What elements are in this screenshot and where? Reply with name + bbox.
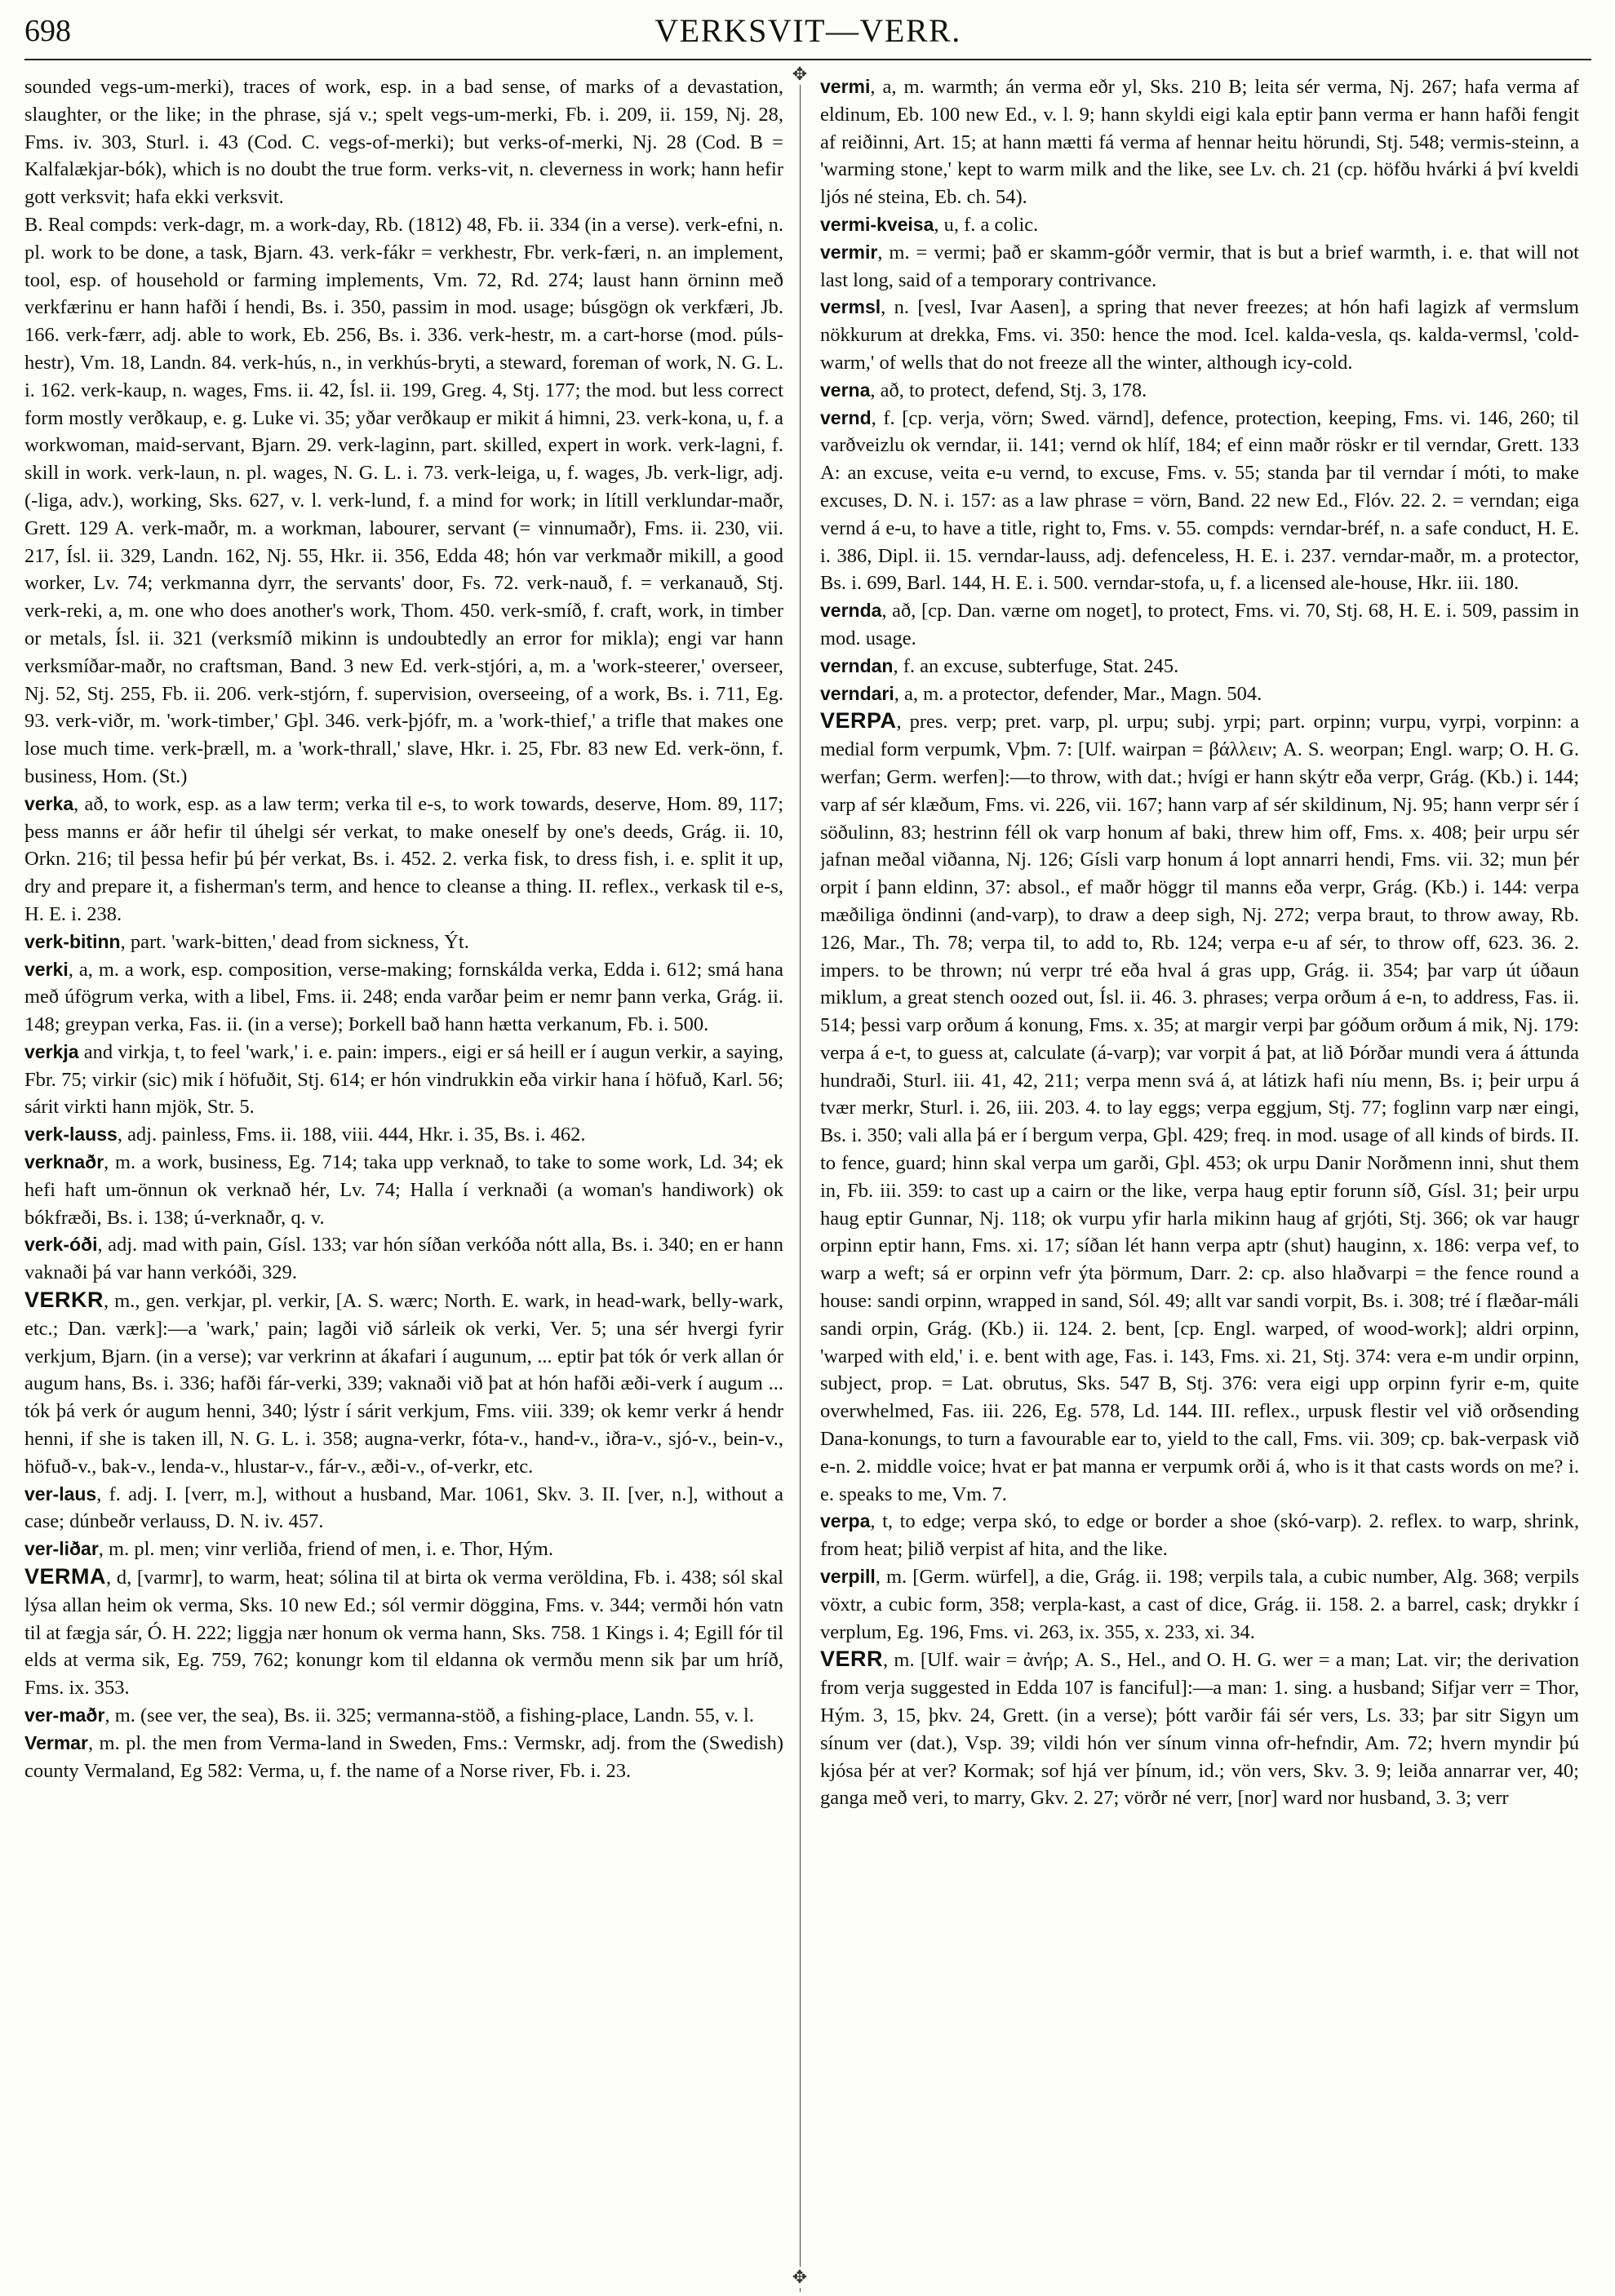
entry-text: , a, m. warmth; án verma eðr yl, Sks. 210 B; leita sér verma, Nj. 267; hafa verma af eldinum, Eb. 100 new Ed., v. l. 9; hann skyldi eigi kala eptir þann verma er hann hafði fengit af reiðinni, Art. 15; at hann mætti fá verma af hennar heitu hörundi, Stj. 548; vermis-steinn, a 'warming stone,' kept to warm milk and the like, see Lv. ch. 21 (cp. höfðu hvárki á því kveldi ljós né steina, Eb. ch. 54). — [820, 76, 1579, 209]
entry-text: B. Real compds: verk-dagr, m. a work-day, Rb. (1812) 48, Fb. ii. 334 (in a verse). verk-efni, n. pl. work to be done, a task, Bjarn. 43. verk-fákr = verkhestr, Fbr. verk-færi, n. an implement, tool, esp. of household or farming implements, Vm. 72, Rd. 274; laust hann örninn með verkfærinu er hann hafði í hendi, Bs. i. 350, passim in mod. usage; búsgögn ok verkfæri, Jb. 166. verk-færr, adj. able to work, Eb. 256, Bs. i. 336. verk-hestr, m. a cart-horse (mod. púls-hestr), Vm. 18, Landn. 84. verk-hús, n., in verkhús-bryti, a steward, foreman of work, N. G. L. i. 162. verk-kaup, n. wages, Fms. ii. 42, Ísl. ii. 199, Greg. 4, Stj. 177; the mod. but less correct form mostly verðkaup, e. g. Luke vi. 35; yðar verðkaup er mikit á himni, 23. verk-kona, u, f. a workwoman, maid-servant, Bjarn. 29. verk-laginn, part. skilled, expert in work. verk-lagni, f. skill in work. verk-laun, n. pl. wages, N. G. L. i. 73. verk-leiga, u, f. wages, Jb. verk-ligr, adj. (-liga, adv.), working, Sks. 627, v. l. verk-lund, f. a mind for work; in lítill verklundar-maðr, Grett. 129 A. verk-maðr, m. a workman, labourer, servant (= vinnumaðr), Fms. ii. 230, vii. 217, Ísl. ii. 329, Landn. 162, Nj. 55, Hkr. ii. 356, Edda 48; hón var verkmaðr mikill, a good worker, Lv. 74; verkmanna dyrr, the servants' door, Fs. 72. verk-nauð, f. = verkanauð, Stj. verk-reki, a, m. one who does another's work, Thom. 450. verk-smíð, f. craft, work, in timber or metals, Ísl. ii. 321 (verksmíð mikinn is undoubtedly an error for mikla); engi var hann verksmíðar-maðr, no craftsman, Band. 3 new Ed. verk-stjóri, a, m. a 'work-steerer,' overseer, Nj. 52, Stj. 255, Fb. ii. 206. verk-stjórn, f. supervision, overseeing, of a work, Bs. i. 711, Eg. 93. verk-viðr, m. 'work-timber,' Gþl. 346. verk-þjófr, m. a 'work-thief,' a trifle that makes one lose much time. verk-þræll, m. a 'work-thrall,' slave, Hkr. i. 25, Fbr. 83 new Ed. verk-önn, f. business, Hom. (St.) — [24, 213, 783, 787]
dictionary-entry — [820, 73, 1579, 211]
dictionary-entry — [820, 707, 1579, 1508]
entry-text: and virkja, t, to feel 'wark,' i. e. pain: impers., eigi er sá heill er í augun verkir, a saying, Fbr. 75; virkir (sic) mik í höfuðit, Stj. 614; er hón vindrukkin eða virkir hana í höfuð, Karl. 56; sárit virkti hann mjök, Str. 5. — [24, 1040, 783, 1119]
dictionary-entry — [24, 956, 783, 1039]
entry-text: , f. adj. I. [verr, m.], without a husband, Mar. 1061, Skv. 3. II. [ver, n.], without a case; dúnbeðr verlauss, D. N. iv. 457. — [24, 1483, 783, 1533]
entry-text: , adj. painless, Fms. ii. 188, viii. 444, Hkr. i. 35, Bs. i. 462. — [117, 1124, 586, 1146]
entry-headword: verki — [24, 958, 69, 980]
entry-text: , að, to protect, defend, Stj. 3, 178. — [870, 379, 1147, 401]
entry-headword: VERKR — [24, 1288, 104, 1313]
entry-text: , m. pl. men; vinr verliða, friend of men, i. e. Thor, Hým. — [98, 1538, 553, 1561]
dictionary-entry — [820, 1563, 1579, 1646]
entry-headword: verna — [820, 379, 871, 401]
entry-text: sounded vegs-um-merki), traces of work, esp. in a bad sense, of marks of a devastation, slaughter, or the like; in the phrase, sjá v.; spelt vegs-um-merki, Fb. i. 209, ii. 159, Nj. 28, Fms. iv. 303, Sturl. i. 43 (Cod. C. vegs-of-merki); but verks-of-merki, Nj. 28 (Cod. B = Kalfalækjar-bók), which is no doubt the true form. verks-vit, n. cleverness in work; hann hefir gott verksvit; hafa ekki verksvit. — [24, 76, 783, 209]
entry-text: , d, [varmr], to warm, heat; sólina til at birta ok verma veröldina, Fb. i. 438; sól skal lýsa allan heim ok verma, Sks. 10 new Ed.; sól vermir dögginа, Fms. v. 344; vermði hón vatn til at fægja sár, Ó. H. 222; liggja nær honum ok verma hann, Sks. 758. 1 Kings i. 4; Egill fór til elds at verma sik, Eg. 759, 762; konungr kom til eldanna ok vermðu menn sik þar um hríð, Fms. ix. 353. — [24, 1567, 783, 1700]
left-column — [24, 73, 783, 2285]
entry-headword: vermi-kveisa — [820, 213, 934, 235]
dictionary-entry — [24, 929, 783, 956]
entry-headword: verkja — [24, 1040, 79, 1062]
page-number: 698 — [24, 14, 71, 48]
entry-text: , a, m. a work, esp. composition, verse-making; fornskálda verka, Edda i. 612; smá hana með úfögrum verka, with a libel, Fms. ii. 248; enda varðar þeim er nemr þann verka, Grág. ii. 148; greypan verka, Fas. ii. (in a verse); Þorkell bað hann hætta verkanum, Fb. i. 500. — [24, 958, 783, 1036]
entry-text: , pres. verp; pret. varp, pl. urpu; subj. yrpi; part. orpinn; vurpu, vyrpi, vorpinn: a medial form verpumk, Vþm. 7: [Ulf. wairpan = βάλλειν; A. S. weorpan; Engl. warp; O. H. G. werfan; Germ. werfen]:—to throw, with dat.; hvígi er hann skýtr eða verpr, Grág. (Kb.) i. 144; varp af sér klæðum, Fms. vi. 226, vii. 167; hann varp af sér skildinum, Nj. 95; hann verpr sér í söðulinn, 83; hestrinn féll ok varp honum af baki, threw him off, Fms. x. 408; þeir urpu sér jafnan meðal viðanna, Nj. 126; Gísli varp honum á lopt annarri hendi, Fms. vii. 32; mun þér orpit í þann eldinn, 37: absol., ef maðr höggr til manns eða verpr, Grág. (Kb.) i. 144: verpa mæðiliga öndinni (and-varp), to draw a deep sigh, Nj. 272; verpa braut, to throw away, Rb. 126, Mar., Th. 78; verpa til, to add to, Rb. 124; verpa e-u af sér, to throw off, 623. 36. 2. impers. to be thrown; nú verpr tré eða hval á gras upp, Grág. ii. 354; þar varp út úðaun miklum, a great stench oozed out, Ísl. ii. 46. 3. phrases; verpa orðum á e-n, to address, Fas. ii. 514; þessi varp orðum á konung, Fms. x. 35; at margir verpi þar góðum orðum á mik, Nj. 179: verpa á e-t, to guess at, calculate (á-varp); var vorpit á þat, at lið Þórðar mundi vera á áttunda hundraði, Sturl. iii. 41, 42, 211; verpa menn svá á, at látizk hafi níu menn, Bs. i; þeir urpu á tvær merkr, Sturl. i. 26, iii. 203. 4. to lay eggs; verpa eggjum, Stj. 77; foglinn varp nær eingi, Bs. i. 350; vali alla þá er í bergum verpa, Gþl. 429; freq. in mod. usage of all kinds of birds. II. to fence, guard; hinn skal verpa um garði, Gþl. 453; ok urpu Danir Norðmenn inni, shut them in, Fb. iii. 359: to cast up a cairn or the like, verpa haug eptir forunn síð, Gísl. 31; þeir urpu haug eptir Gunnar, Nj. 118; ok vurpu yfir harla mikinn haug af grjóti, Stj. 366; ok var haugr orpinn eptir hann, Fms. xi. 17; síðan lét hann verpa aptr (shut) hauginn, x. 186: verpa vef, to warp a weft; sá er orpinn vefr ýta þörmum, Darr. 2: cp. also hlaðvarpi = the fence round a house: sandi orpinn, wrapped in sand, Sól. 49; allt var sandi vorpit, Bs. i. 308; tré í flæðar-máli sandi orpin, Grág. (Kb.) ii. 124. 2. bent, [cp. Engl. warped, of wood-work]; aldri orpinn, 'warped with eld,' i. e. bent with age, Fas. i. 143, Fms. xi. 21, Stj. 374: vera e-m undir orpinn, subject, prop. = Lat. obrutus, Sks. 547 B, Stj. 376: vera eigi upp orpinn fyrir e-m, quite overwhelmed, Fas. iii. 226, Eg. 578, Ld. 144. III. reflex., urpusk flestir vel við orðsending Dana-konungs, to turn a favourable ear to, yield to the call, Fms. vii. 309; cp. bak-verpask við e-n. 2. middle voice; hvat er þat manna er verpumk orði á, who is it that casts words on me? i. e. speaks to me, Vm. 7. — [820, 711, 1579, 1505]
dictionary-entry — [820, 1508, 1579, 1563]
dictionary-entry — [24, 73, 783, 211]
entry-headword: verka — [24, 792, 74, 814]
dictionary-entry — [820, 377, 1579, 405]
column-rule-ornament-bottom: ✥ — [792, 2267, 808, 2287]
page-header — [24, 7, 1591, 59]
dictionary-entry — [24, 1121, 783, 1149]
dictionary-entry — [24, 791, 783, 929]
dictionary-entry — [820, 239, 1579, 295]
entry-text: , m. pl. the men from Verma-land in Sweden, Fms.: Vermskr, adj. from the (Swedish) county Vermaland, Eg 582: Verma, u, f. the name of a Norse river, Fb. i. 23. — [24, 1731, 783, 1782]
entry-headword: VERPA — [820, 708, 897, 734]
entry-headword: verndari — [820, 682, 894, 704]
entry-headword: vermsl — [820, 296, 881, 318]
entry-text: , t, to edge; verpa skó, to edge or border a shoe (skó-varp). 2. reflex. to warp, shrink, from heat; þilið verpist af hita, and the like. — [820, 1510, 1579, 1561]
entry-text: , m. = vermi; það er skamm-góðr vermir, that is but a brief warmth, i. e. that will not last long, said of a temporary contrivance. — [820, 241, 1579, 291]
entry-headword: vermi — [820, 76, 871, 97]
entry-headword: verk-óði — [24, 1234, 98, 1256]
right-column — [820, 73, 1579, 2285]
entry-headword: verknaðr — [24, 1151, 104, 1173]
dictionary-entry — [24, 1287, 783, 1481]
dictionary-entry — [820, 1646, 1579, 1812]
entry-headword: verpa — [820, 1510, 871, 1532]
dictionary-entry — [820, 653, 1579, 680]
entry-headword: vernda — [820, 600, 882, 622]
entry-text: , að, [cp. Dan. værne om noget], to protect, Fms. vi. 70, Stj. 68, H. E. i. 509, passim in mod. usage. — [820, 600, 1579, 649]
entry-headword: verk-bitinn — [24, 930, 121, 952]
entry-text: , u, f. a colic. — [934, 213, 1039, 236]
entry-headword: VERR — [820, 1647, 884, 1672]
header-rule — [24, 59, 1591, 60]
dictionary-entry — [820, 211, 1579, 239]
dictionary-entry — [820, 405, 1579, 598]
entry-headword: Vermar — [24, 1731, 89, 1753]
entry-text: , a, m. a protector, defender, Mar., Magn. 504. — [894, 682, 1262, 705]
dictionary-entry — [24, 1730, 783, 1785]
dictionary-entry — [24, 1563, 783, 1702]
dictionary-entry — [24, 1231, 783, 1287]
entry-text: , m., gen. verkjar, pl. verkir, [A. S. wærc; North. E. wark, in head-wark, belly-wark, etc.; Dan. værk]:—a 'wark,' pain; lagði við sárleik ok verki, Ver. 5; una sér hvergi fyrir verkjum, Bjarn. (in a verse); var verkrinn at ákafari í augunum, ... eptir þat tók ór verk allan ór augum hans, Bs. i. 336; hafði fár-verki, 339; vaknaði við þat at hón hafði æði-verk í augum ... tók þá verk ór augum henni, 340; lýstr í sárit verkjum, Fms. viii. 339; ok kemr verkr á hendr henni, if she is taken ill, N. G. L. i. 358; augna-verkr, fóta-v., hand-v., iðra-v., sjó-v., bein-v., höfuð-v., bak-v., lenda-v., hlustar-v., fár-v., æði-v., of-verkr, etc. — [24, 1290, 783, 1478]
entry-headword: VERMA — [24, 1564, 107, 1589]
entry-headword: vernd — [820, 406, 872, 428]
dictionary-entry — [24, 211, 783, 791]
entry-headword: ver-laus — [24, 1483, 97, 1505]
dictionary-page — [24, 0, 1591, 2296]
dictionary-entry — [24, 1481, 783, 1536]
entry-headword: vermir — [820, 241, 878, 263]
dictionary-entry — [820, 294, 1579, 376]
entry-headword: verk-lauss — [24, 1124, 118, 1146]
running-head: VERKSVIT—VERR. — [654, 12, 961, 49]
entry-headword: verpill — [820, 1566, 876, 1588]
dictionary-entry — [24, 1149, 783, 1231]
entry-text: , f. an excuse, subterfuge, Stat. 245. — [893, 654, 1179, 677]
dictionary-entry — [820, 680, 1579, 708]
entry-text: , adj. mad with pain, Gísl. 133; var hón síðan verkóða nótt alla, Bs. i. 340; en er hann vaknaði þá var hann verkóði, 329. — [24, 1234, 783, 1284]
column-rule-ornament-top: ✥ — [792, 64, 808, 84]
entry-headword: verndan — [820, 654, 894, 676]
entry-text: , part. 'wark-bitten,' dead from sickness, Ýt. — [120, 930, 469, 953]
column-divider — [800, 69, 801, 2292]
entry-text: , m. [Ulf. wair = ἀνήρ; A. S., Hel., and O. H. G. wer = a man; Lat. vir; the derivation from verja suggested in Edda 107 is fanciful]:—a man: 1. sing. a husband; Sifjar verr = Thor, Hým. 3, 15, þkv. 24, Grett. (in a verse); þótt varðir fái sér vers, Ls. 33; þar sitr Sigyn um sínum ver (dat.), Vsp. 39; vildi hón ver sínum vinna ofr-hefndir, Am. 72; hvern myndir þú kjósa þér at ver? Kormak; sof hjá ver þínum, id.; vön vers, Skv. 3. 9; leiða annarrar ver, 40; ganga með veri, to marry, Gkv. 2. 27; vörðr né verr, [nor] ward nor husband, 3. 3; verr — [820, 1649, 1579, 1810]
dictionary-entry — [820, 597, 1579, 653]
entry-text: , m. [Germ. würfel], a die, Grág. ii. 198; verpils tala, a cubic number, Alg. 368; verpils vöxtr, a cubic form, 358; verpla-kast, a cast of dice, Grág. ii. 158. 2. a barrel, cask; drykkr í verplum, Eg. 196, Fms. vi. 263, ix. 355, x. 233, xi. 34. — [820, 1566, 1579, 1643]
entry-text: , f. [cp. verja, vörn; Swed. värnd], defence, protection, keeping, Fms. vi. 146, 260; til varðveizlu ok verndar, ii. 141; vernd ok hlíf, 184; ef einn maðr röskr er til verndar, Grett. 133 A: an excuse, veita e-u vernd, to excuse, Fms. v. 55; standa þar til verndar í móti, to make excuses, D. N. i. 157: as a law phrase = vörn, Band. 22 new Ed., Flóv. 22. 2. = verndan; eiga vernd á e-u, to have a title, right to, Fms. v. 55. compds: verndar-bréf, n. a safe conduct, H. E. i. 386, Dipl. ii. 15. verndar-lauss, adj. defenceless, H. E. i. 237. verndar-maðr, m. a protector, Bs. i. 699, Barl. 144, H. E. i. 500. verndar-stofa, u, f. a licensed ale-house, Hkr. iii. 180. — [820, 406, 1579, 595]
dictionary-entry — [24, 1536, 783, 1563]
entry-text: , n. [vesl, Ivar Aasen], a spring that never freezes; at hón hafi lagizk af vermslum nökkurum at drekka, Fms. vi. 350: hence the mod. Icel. kalda-vesla, qs. kalda-vermsl, 'cold-warm,' of wells that do not freeze all the winter, although icy-cold. — [820, 296, 1579, 374]
dictionary-entry — [24, 1702, 783, 1730]
entry-text: , m. a work, business, Eg. 714; taka upp verknað, to take to some work, Ld. 34; ek hefi haft um-önnun ok verknað hér, Lv. 74; Halla í verknaði (a woman's handiwork) ok bókfræði, Bs. i. 138; ú-verknaðr, q. v. — [24, 1151, 783, 1229]
dictionary-entry — [24, 1039, 783, 1121]
entry-text: , að, to work, esp. as a law term; verka til e-s, to work towards, deserve, Hom. 89, 117; þess manns er áðr hefir til úhelgi sér verkat, to make oneself by one's deeds, Grág. ii. 10, Orkn. 216; til þessa hefir þú þér verkat, Bs. i. 452. 2. verka fisk, to dress fish, i. e. split it up, dry and prepare it, a fisherman's term, and hence to cleanse a thing. II. reflex., verkask til e-s, H. E. i. 238. — [24, 792, 783, 925]
entry-text: , m. (see ver, the sea), Bs. ii. 325; vermanna-stöð, a fishing-place, Landn. 55, v. l. — [104, 1704, 754, 1727]
entry-headword: ver-liðar — [24, 1538, 99, 1560]
entry-headword: ver-maðr — [24, 1704, 105, 1726]
